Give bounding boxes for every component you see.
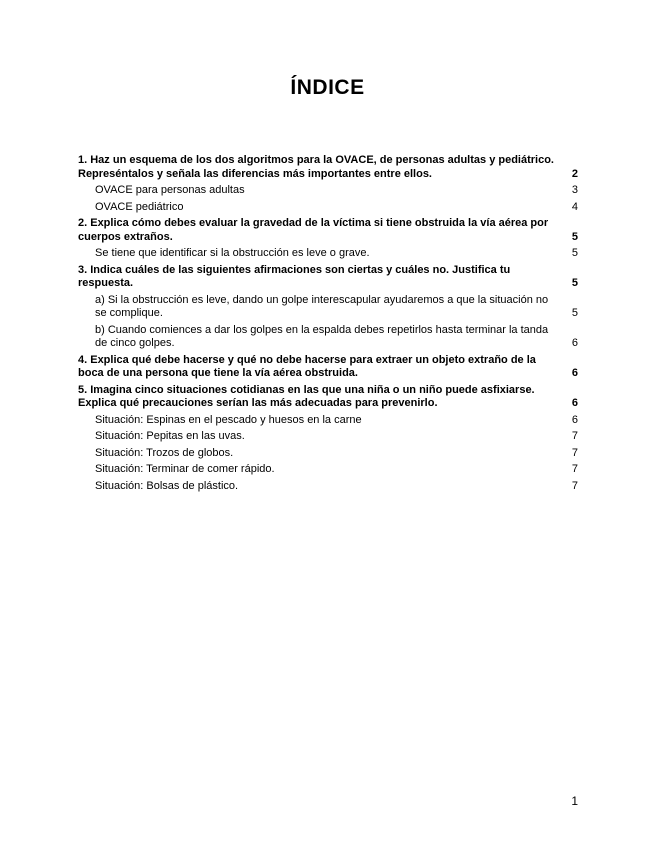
toc-subsection-entry[interactable] [78,447,578,461]
toc-entry-text: 1. Haz un esquema de los dos algoritmos para la OVACE, de personas adultas y pediátrico. Represéntalos y señala las diferencias más importantes entre ellos. [78,154,554,180]
toc-section-entry[interactable] [78,384,578,411]
toc-entry-page: 6 [571,367,578,379]
toc-entry-text: Situación: Pepitas en las uvas. [95,430,245,442]
toc-entry-page: 7 [571,463,578,475]
toc-section-entry[interactable] [78,264,578,291]
page-title: ÍNDICE [290,76,365,99]
toc-section-entry[interactable] [78,217,578,244]
toc-subsection-entry[interactable] [78,430,578,444]
toc-entry-text: OVACE pediátrico [95,200,184,213]
toc-entry-page: 6 [571,397,578,409]
toc-entry-page: 5 [571,307,578,319]
toc-subsection-entry[interactable] [78,480,578,494]
toc-entry-page: 5 [571,277,578,289]
toc-subsection-entry[interactable] [78,184,578,198]
toc-section-entry[interactable] [78,354,578,381]
toc-entry-page: 7 [571,479,578,492]
toc-subsection-entry[interactable] [78,324,578,351]
toc-entry-text: Situación: Terminar de comer rápido. [95,463,275,475]
toc-entry-text: 4. Explica qué debe hacerse y qué no debe hacerse para extraer un objeto extraño de la boca de una persona que tiene la vía aérea obstruida. [78,353,536,379]
toc-entry-page: 7 [571,430,578,442]
toc-entry-page: 7 [571,446,578,459]
toc-entry-text: 3. Indica cuáles de las siguientes afirmaciones son ciertas y cuáles no. Justifica tu respuesta. [78,263,511,289]
toc-entry-text: b) Cuando comiences a dar los golpes en la espalda debes repetirlos hasta terminar la tanda de cinco golpes. [95,323,549,349]
toc-entry-text: 2. Explica cómo debes evaluar la gravedad de la víctima si tiene obstruida la vía aérea por cuerpos extraños. [78,217,549,243]
toc-subsection-entry[interactable] [78,414,578,428]
toc-entry-text: Situación: Trozos de globos. [95,446,234,459]
toc-subsection-entry[interactable] [78,463,578,477]
toc-entry-text: 5. Imagina cinco situaciones cotidianas en las que una niña o un niño puede asfixiarse. Explica qué precauciones serían las más adecuadas para prevenirlo. [78,383,535,409]
toc-entry-text: Situación: Espinas en el pescado y huesos en la carne [95,413,362,426]
table-of-contents [78,154,578,496]
toc-entry-page: 3 [571,184,578,196]
toc-subsection-entry[interactable] [78,247,578,261]
toc-entry-page: 2 [571,167,578,180]
toc-subsection-entry[interactable] [78,201,578,215]
page-number: 1 [571,794,578,808]
toc-subsection-entry[interactable] [78,294,578,321]
toc-section-entry[interactable] [78,154,578,181]
toc-entry-page: 4 [571,200,578,213]
toc-entry-page: 5 [571,247,578,259]
toc-entry-text: Situación: Bolsas de plástico. [95,479,239,492]
toc-entry-page: 5 [571,230,578,243]
toc-entry-text: OVACE para personas adultas [95,184,245,196]
toc-entry-text: a) Si la obstrucción es leve, dando un golpe interescapular ayudaremos a que la situación no se complique. [95,293,549,319]
toc-entry-text: Se tiene que identificar si la obstrucción es leve o grave. [95,247,370,259]
toc-entry-page: 6 [571,337,578,349]
toc-entry-page: 6 [571,413,578,426]
